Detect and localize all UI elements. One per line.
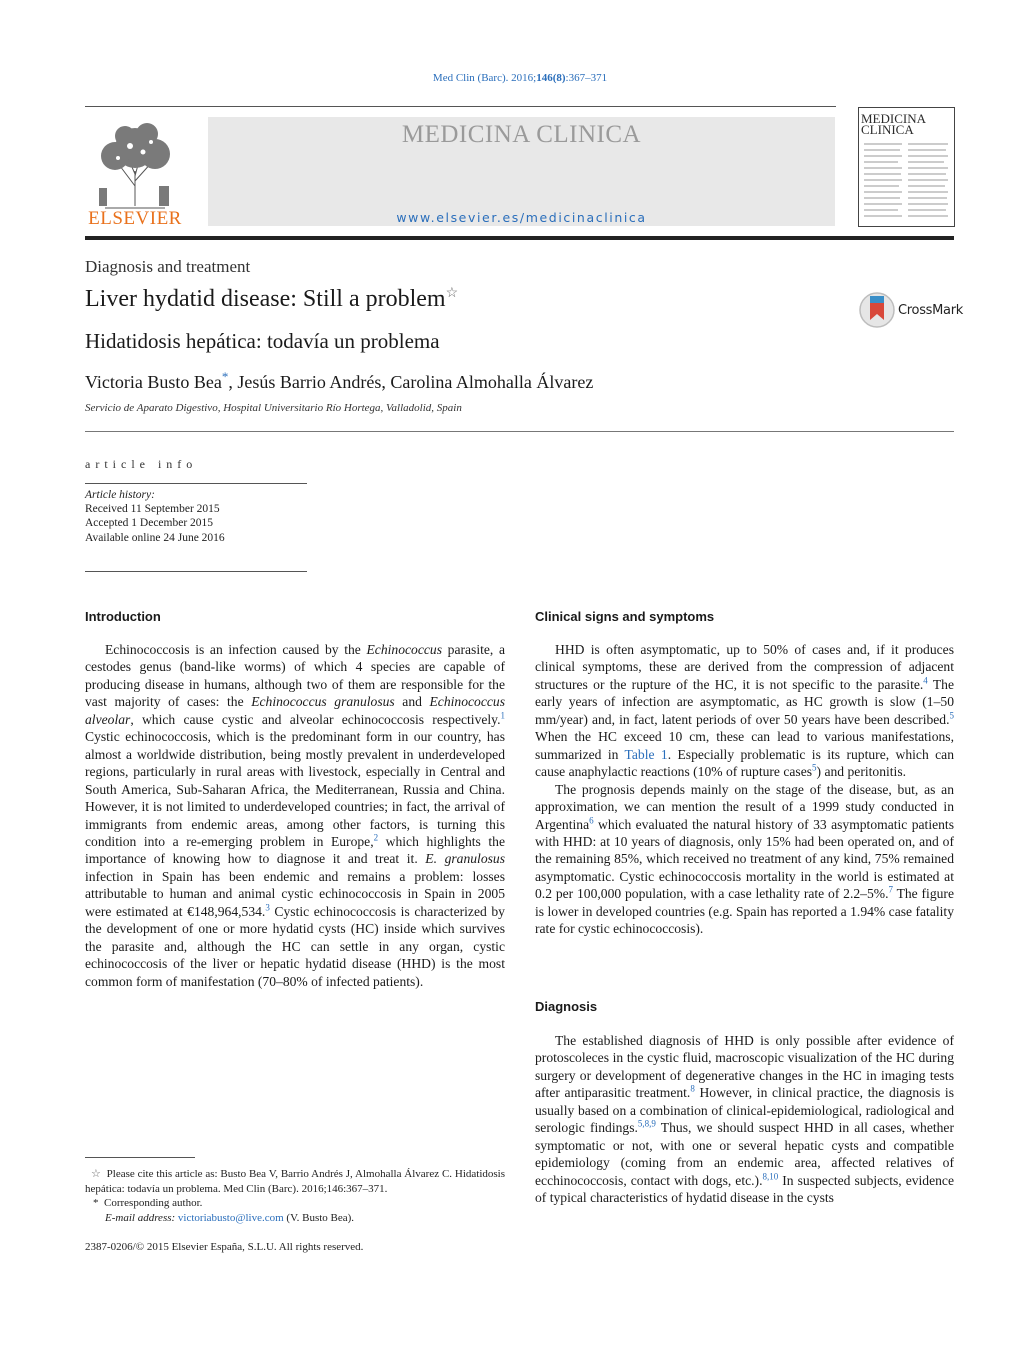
article-history bbox=[85, 488, 225, 545]
introduction-text: Echinococcosis is an infection caused by the Echinococcus parasite, a cestodes genus (band-like worms) of which 4 species are capable of producing disease in humans, although two of them are responsible for the vast majority of cases: the Echinococcus granulosus and Echinococcus alveolar, which cause cystic and alveolar echinococcosis respectively.$^1$ Cystic echinococcosis, which is the predominant form in our country, has almost a worldwide distribution, being mostly prevalent in underdeveloped regions, particularly in rural areas with livestock, especially in Central and South America, Sub-Saharan Africa, the Mediterranean, Russia and China. However, it is not limited to underdeveloped countries; in fact, the arrival of immigrants from endemic areas, among other factors, is turning this condition into a re-emerging problem in Europe,$^2$ which highlights the importance of knowing how to diagnose it and treat it. E. granulosus infection in Spain has been endemic and remains a problem: losses attributable to human and animal cystic echinococcosis in Spain in 2005 were estimated at €148,964,534.$^3$ Cystic echinococcosis is characterized by the development of one or more hydatid cysts (HC) inside which survives the parasite and, although the HC can settle in any organ, cystic echinococcosis of the liver or hepatic hydatid disease (HHD) is the most common form of manifestation (70–80% of infected patients). bbox=[85, 642, 506, 989]
copyright: 2387-0206/© 2015 Elsevier España, S.L.U. All rights reserved. bbox=[85, 1241, 364, 1253]
citation-pages: :367–371 bbox=[565, 72, 608, 84]
introduction-heading: Introduction bbox=[85, 609, 161, 624]
header-top-rule bbox=[85, 106, 836, 107]
author-list bbox=[85, 369, 593, 393]
history-available: Available online 24 June 2016 bbox=[85, 531, 225, 544]
article-info-heading: article info bbox=[85, 457, 198, 471]
author-first: Victoria Busto Bea bbox=[85, 372, 222, 392]
cover-title bbox=[861, 113, 951, 135]
clinical-heading: Clinical signs and symptoms bbox=[535, 609, 715, 624]
journal-title: MEDICINA CLINICA bbox=[401, 121, 642, 148]
header-bottom-rule bbox=[85, 236, 954, 240]
journal-url-link[interactable]: www.elsevier.es/medicinaclinica bbox=[396, 210, 647, 225]
article-title bbox=[85, 285, 458, 313]
article-info-rule-bottom bbox=[85, 571, 307, 572]
footnote-star: ☆ bbox=[91, 1168, 101, 1180]
footnote-corresponding: Corresponding author. bbox=[104, 1197, 203, 1209]
footnote-rule bbox=[85, 1157, 195, 1158]
citation-journal: Med Clin (Barc). 2016; bbox=[432, 72, 537, 84]
cover-title-line2: CLINICA bbox=[861, 122, 914, 137]
table-1-link[interactable]: Table 1 bbox=[624, 746, 668, 762]
email-label: E-mail address: bbox=[105, 1211, 176, 1224]
crossmark-icon[interactable] bbox=[858, 290, 896, 330]
history-accepted: Accepted 1 December 2015 bbox=[85, 517, 214, 530]
history-received: Received 11 September 2015 bbox=[85, 503, 220, 516]
email-owner: (V. Busto Bea). bbox=[283, 1211, 355, 1224]
article-title-text: Liver hydatid disease: Still a problem bbox=[85, 286, 446, 312]
article-info-rule-top bbox=[85, 483, 307, 484]
cover-title-line1: MEDICINA bbox=[861, 111, 926, 126]
elsevier-wordmark: ELSEVIER bbox=[88, 208, 182, 229]
article-subtitle: Hidatidosis hepática: todavía un problema bbox=[85, 329, 440, 353]
journal-citation[interactable] bbox=[0, 72, 1020, 84]
title-separator bbox=[85, 431, 954, 432]
email-link[interactable]: victoriabusto@live.com bbox=[177, 1211, 284, 1224]
authors-rest: , Jesús Barrio Andrés, Carolina Almohalla Álvarez bbox=[228, 372, 594, 392]
history-label: Article history: bbox=[85, 489, 155, 501]
diagnosis-heading: Diagnosis bbox=[535, 999, 598, 1014]
diagnosis-text: The established diagnosis of HHD is only possible after evidence of protoscoleces in the cystic fluid, macroscopic visualization of the HC during surgery or development of degenerative changes in the HC in imaging tests after antiparasitic treatment.$^8$ However, in clinical practice, the diagnosis is usually based on a combination of clinical-epidemiological, radiological and serologic findings.$^{5,8,9}$ Thus, we should suspect HHD in all cases, whether symptomatic or not, with one or several hepatic cysts and compatible epidemiology (coming from an endemic area, affected relatives of ecchinococcosis, contact with dogs, etc.).$^{8,10}$ In suspected subjects, evidence of typical characteristics of hydatid disease in the cysts bbox=[535, 1033, 955, 1206]
affiliation: Servicio de Aparato Digestivo, Hospital Universitario Río Hortega, Valladolid, Spain bbox=[85, 402, 462, 414]
crossmark-label[interactable]: CrossMark bbox=[898, 303, 963, 318]
footnotes bbox=[85, 1167, 505, 1225]
cover-toc-lines bbox=[862, 140, 950, 222]
footnote-corr-mark: * bbox=[93, 1197, 99, 1209]
corresponding-author-mark[interactable]: * bbox=[221, 369, 229, 384]
citation-volume: 146(8) bbox=[536, 72, 566, 84]
footnote-cite: Please cite this article as: Busto Bea V, Barrio Andrés J, Almohalla Álvarez C. Hidatidosis hepática: todavía un problema. Med Clin (Barc). 2016;146:367–371. bbox=[85, 1168, 505, 1195]
section-label: Diagnosis and treatment bbox=[85, 257, 251, 276]
title-footnote-mark[interactable]: ☆ bbox=[445, 286, 459, 301]
clinical-text: HHD is often asymptomatic, up to 50% of cases and, if it produces clinical symptoms, these are derived from the compression of adjacent structures or the rupture of the HC, it is not specific to the parasite.$^4$ The early years of infection are asymptomatic, as HC growth is slow (1–50 mm/year) and, in fact, latent periods of over 50 years have been described.$^5$ When the HC exceed 10 cm, these can lead to various manifestations, summarized in Table 1. Especially problematic is its rupture, which can cause anaphylactic reactions (10% of rupture cases$^5$) and peritonitis. The prognosis depends mainly on the stage of the disease, but, as an approximation, we can mention the result of a 1999 study conducted in Argentina$^6$ which evaluated the natural history of 33 asymptomatic patients with HHD: at 10 years of diagnosis, only 15% had been operated on, and of the remaining 85%, which received no treatment of any kind, 75% remained asymptomatic. Cystic echinococcosis mortality in the world is estimated at 0.2 per 100,000 population, with a case lethality rate of 2.2–5%.$^7$ The figure is lower in developed countries (e.g. Spain has reported a 1.94% case fatality rate for cystic echinococcosis). bbox=[535, 642, 954, 937]
